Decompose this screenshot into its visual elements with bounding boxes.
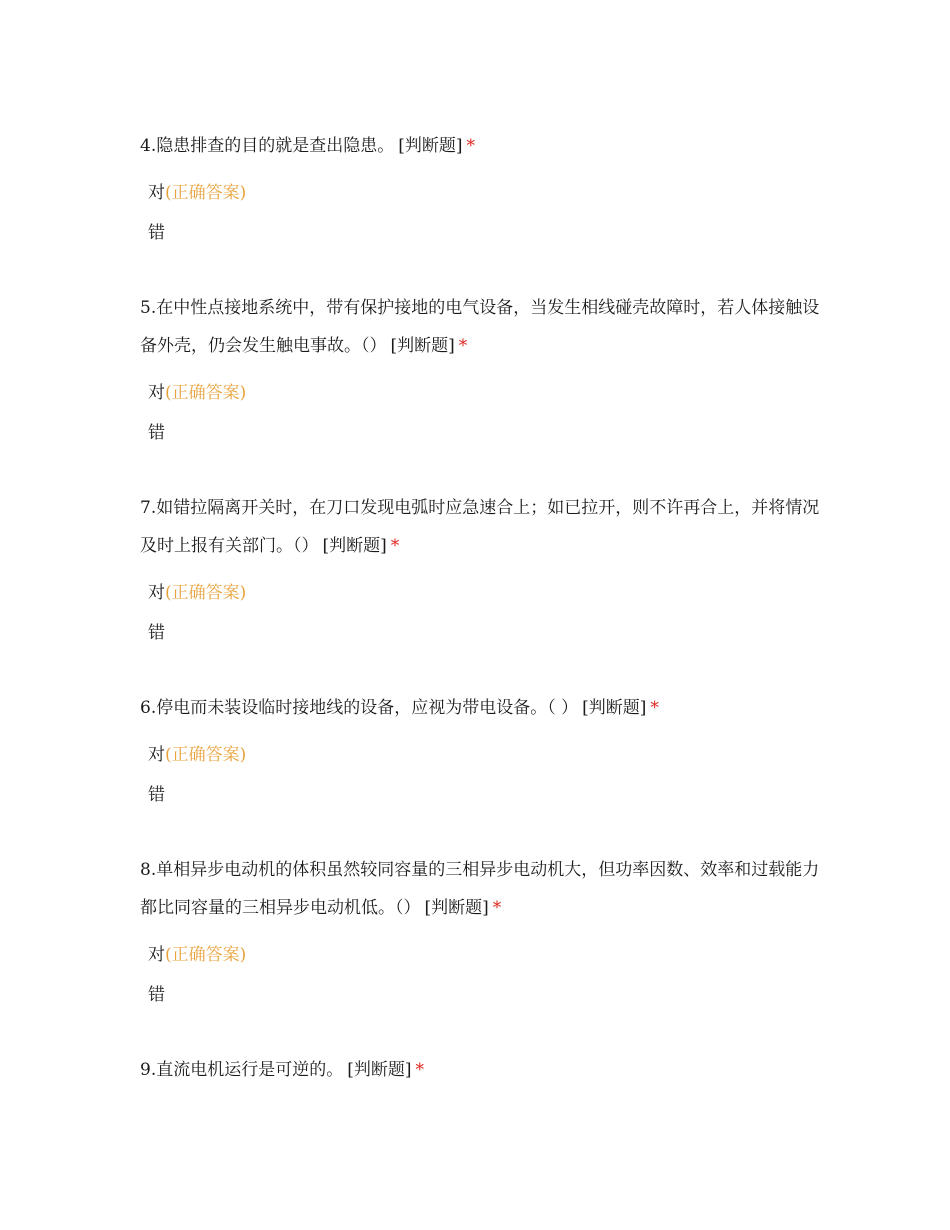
- question-type: [判断题]: [347, 1060, 412, 1080]
- option-label: 对: [148, 183, 165, 203]
- question-text: [140, 1051, 820, 1089]
- option-false[interactable]: [140, 975, 820, 1015]
- question-stem: 8.单相异步电动机的体积虽然较同容量的三相异步电动机大，但功率因数、效率和过载能力都比同容量的三相异步电动机低。（）: [140, 860, 820, 918]
- question-stem: 5.在中性点接地系统中，带有保护接地的电气设备，当发生相线碰壳故障时，若人体接触设备外壳，仍会发生触电事故。（）: [140, 298, 820, 356]
- question-7: [140, 489, 820, 653]
- question-text: [140, 689, 820, 727]
- option-label: 对: [148, 383, 165, 403]
- option-label: 对: [148, 745, 165, 765]
- question-type: [判断题]: [322, 536, 387, 556]
- option-false[interactable]: [140, 775, 820, 815]
- option-label: 错: [148, 423, 165, 443]
- required-marker: *: [492, 898, 502, 918]
- option-label: 错: [148, 223, 165, 243]
- question-text: [140, 851, 820, 927]
- required-marker: *: [650, 698, 659, 718]
- question-6: [140, 689, 820, 815]
- question-text: [140, 289, 820, 365]
- option-label: 错: [148, 985, 165, 1005]
- option-label: 对: [148, 583, 165, 603]
- question-9: [140, 1051, 820, 1089]
- question-stem: 9.直流电机运行是可逆的。: [140, 1060, 344, 1080]
- question-stem: 7.如错拉隔离开关时，在刀口发现电弧时应急速合上；如已拉开，则不许再合上，并将情况及时上报有关部门。（）: [140, 498, 820, 556]
- option-label: 对: [148, 945, 165, 965]
- required-marker: *: [415, 1060, 424, 1080]
- question-stem: 4.隐患排查的目的就是查出隐患。: [140, 136, 395, 156]
- question-type: [判断题]: [390, 336, 455, 356]
- option-false[interactable]: [140, 613, 820, 653]
- question-text: [140, 489, 820, 565]
- option-false[interactable]: [140, 413, 820, 453]
- correct-answer-tag: (正确答案): [165, 945, 247, 965]
- question-text: [140, 127, 820, 165]
- option-true[interactable]: [140, 173, 820, 213]
- correct-answer-tag: (正确答案): [165, 183, 247, 203]
- option-true[interactable]: [140, 573, 820, 613]
- option-true[interactable]: [140, 735, 820, 775]
- question-type: [判断题]: [582, 698, 647, 718]
- correct-answer-tag: (正确答案): [165, 383, 247, 403]
- correct-answer-tag: (正确答案): [165, 745, 247, 765]
- question-stem: 6.停电而未装设临时接地线的设备，应视为带电设备。（ ）: [140, 698, 579, 718]
- required-marker: *: [390, 536, 400, 556]
- question-8: [140, 851, 820, 1015]
- option-label: 错: [148, 785, 165, 805]
- question-type: [判断题]: [398, 136, 463, 156]
- option-true[interactable]: [140, 373, 820, 413]
- option-label: 错: [148, 623, 165, 643]
- question-4: [140, 127, 820, 253]
- required-marker: *: [458, 336, 468, 356]
- option-true[interactable]: [140, 935, 820, 975]
- option-false[interactable]: [140, 213, 820, 253]
- correct-answer-tag: (正确答案): [165, 583, 247, 603]
- question-5: [140, 289, 820, 453]
- required-marker: *: [466, 136, 475, 156]
- question-type: [判断题]: [424, 898, 489, 918]
